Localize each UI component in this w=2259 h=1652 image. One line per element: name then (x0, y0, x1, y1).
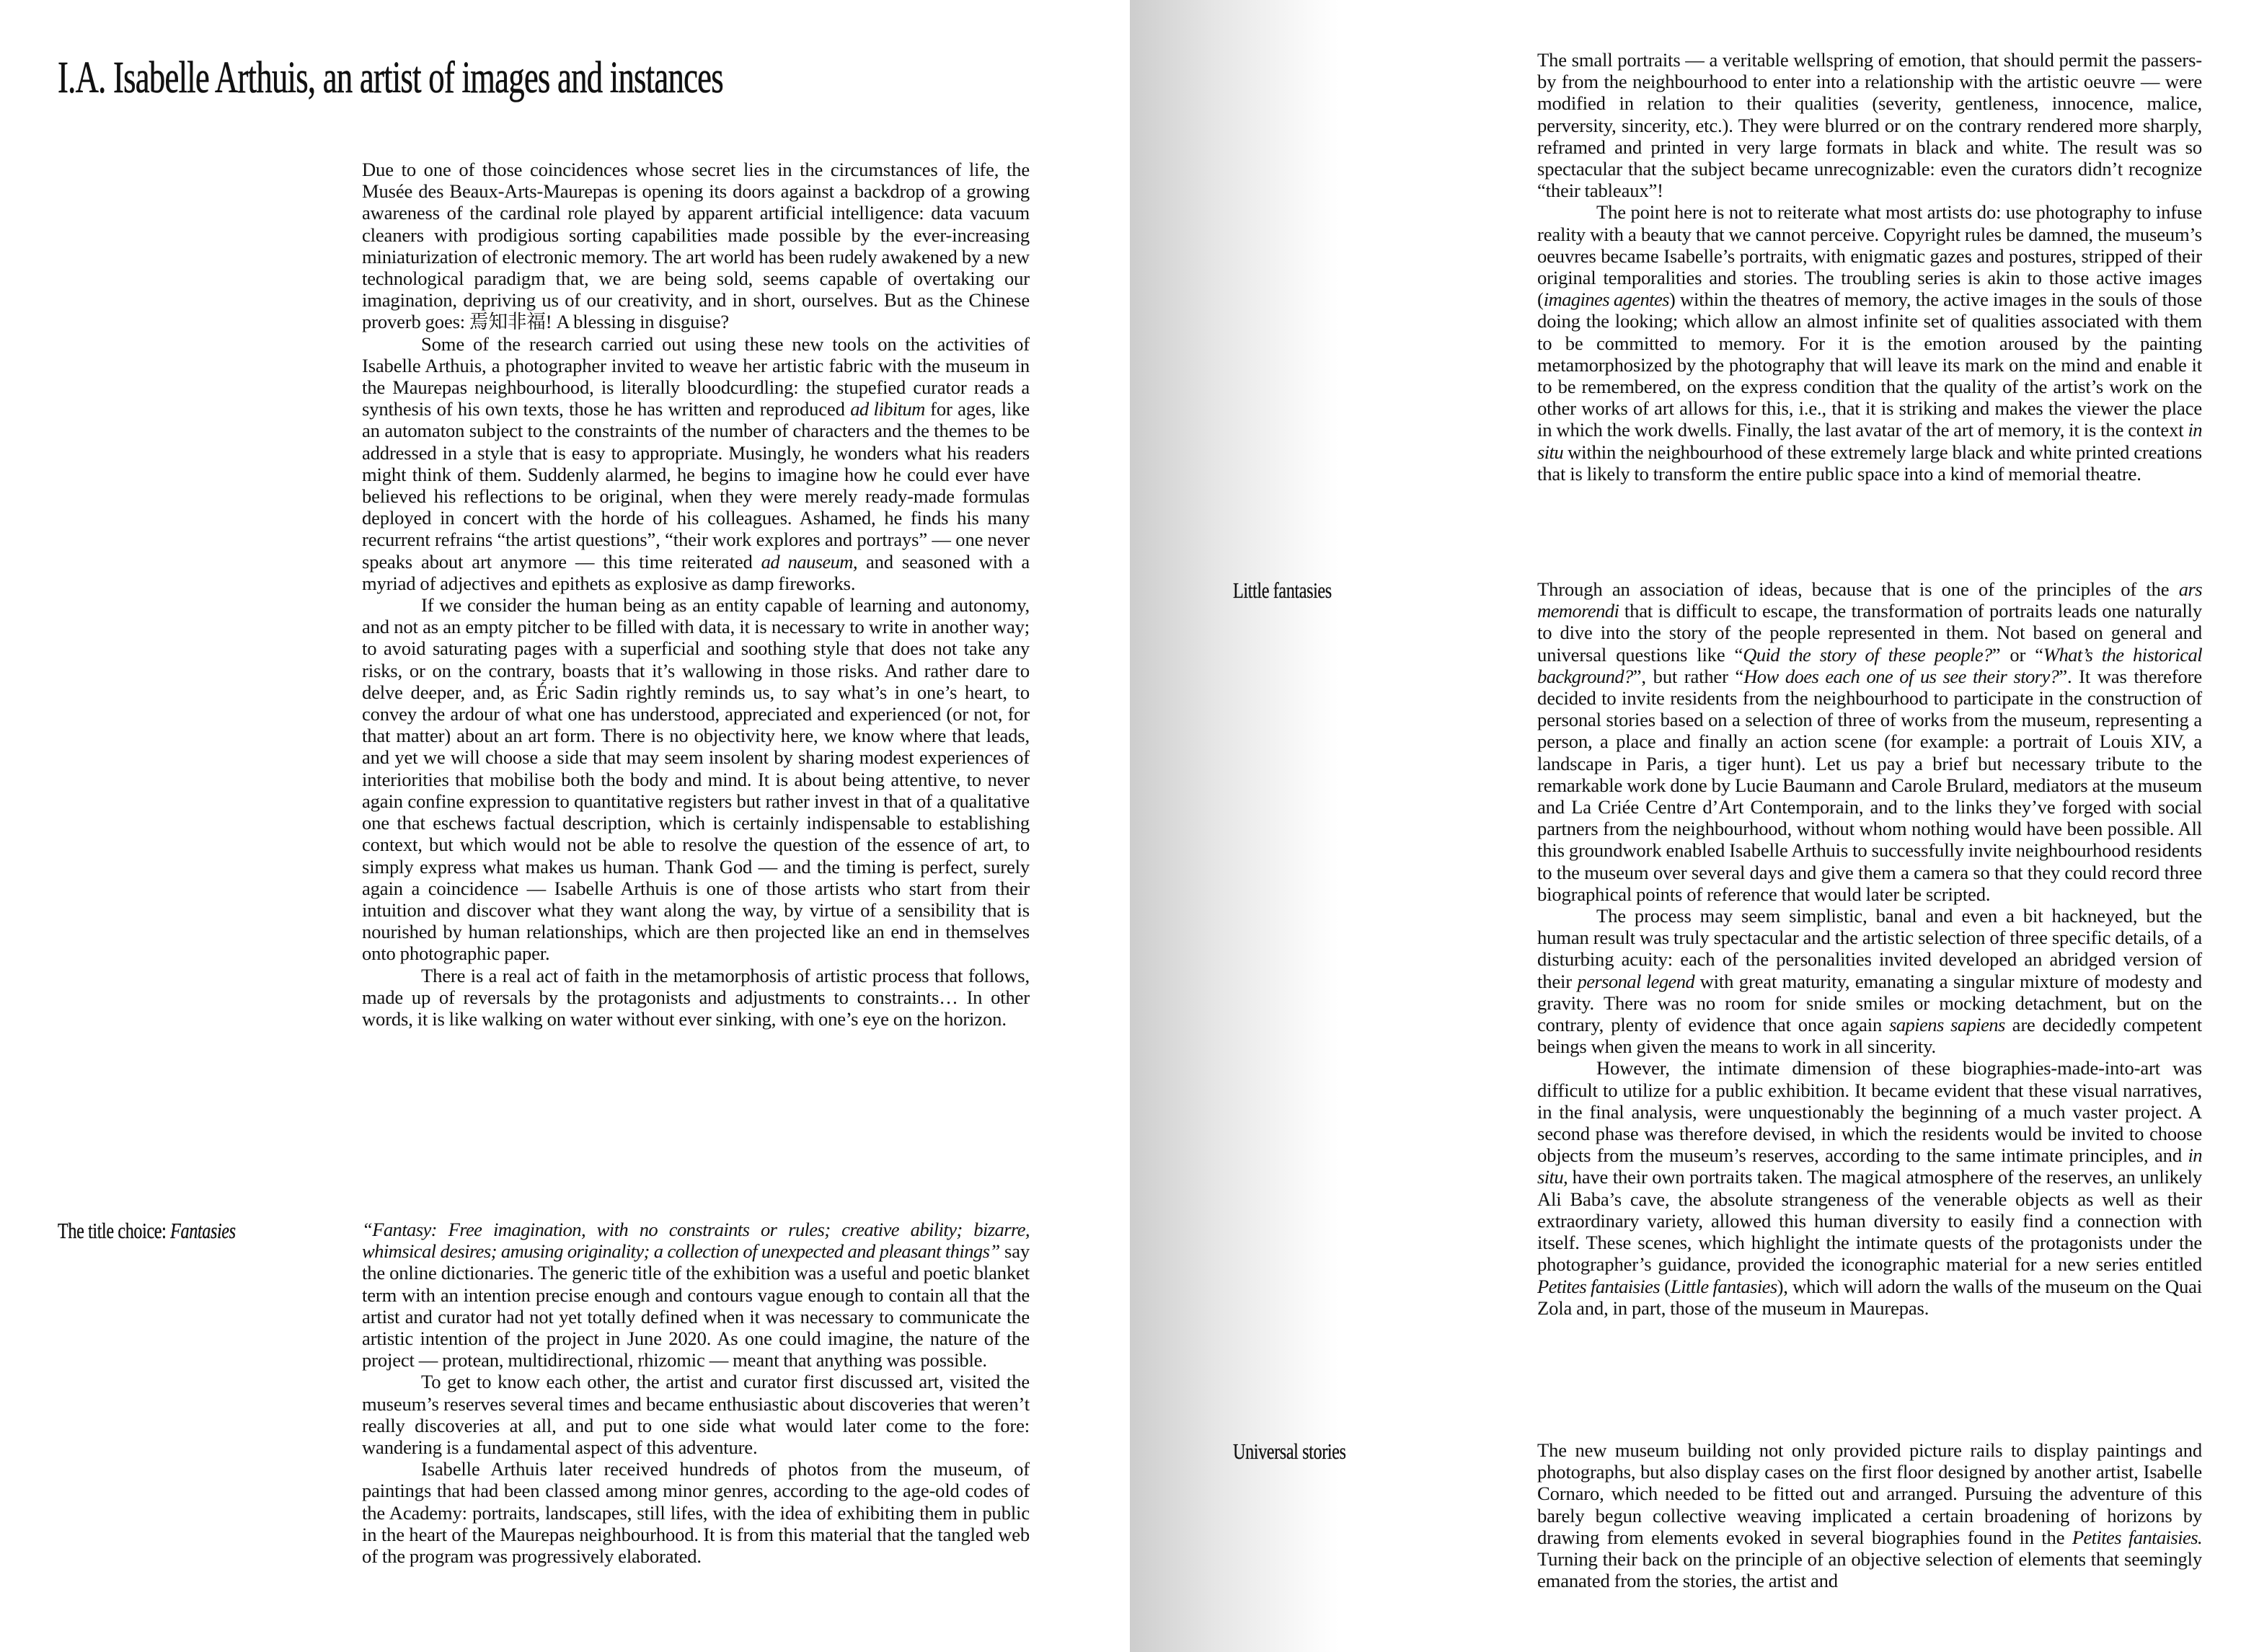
italic-text-run: ars memorendi (1537, 578, 2202, 622)
text-run: ”, but rather “ (1632, 665, 1744, 687)
italic-text-run: sapiens sapiens (1889, 1014, 2005, 1036)
paragraph (362, 333, 1030, 594)
section-heading-universal-stories (1233, 1439, 1346, 1464)
paragraph (362, 594, 1030, 964)
paragraph (362, 1219, 1030, 1371)
continuation-text (1537, 49, 2202, 485)
italic-text-run: How does each one of us see their story? (1743, 665, 2059, 687)
little-fantasies-text (1537, 578, 2202, 1319)
text-run: Isabelle Arthuis later received hundreds of photos from the museum, of paintings that had been classed among minor genres, according to the age-old codes of the Academy: portraits, landscapes, still lifes, with the idea of exhibiting them in public in the heart of the Maurepas neighbourhood. It is from this material that the tangled web of the program was progressively elaborated. (362, 1458, 1030, 1568)
italic-text-run: personal legend (1577, 970, 1695, 992)
italic-text-run: Petites fantaisies (1537, 1275, 1660, 1297)
text-run: Little fantasies (1233, 578, 1332, 603)
intro-text (362, 159, 1030, 1030)
paragraph (362, 159, 1030, 333)
section-heading-little-fantasies (1233, 578, 1332, 603)
paragraph (362, 1371, 1030, 1458)
universal-stories-text (1537, 1439, 2202, 1591)
text-run: say the online dictionaries. The generic title of the exhibition was a useful and poetic blanket term with an intention precise enough and contours vague enough to contain all that the artist and curator had not yet totally defined when it was necessary to communicate the artistic intention of the project in June 2020. As one could imagine, the nature of the project — protean, multidirectional, rhizomic — meant that anything was possible. (362, 1240, 1030, 1371)
paragraph (1537, 905, 2202, 1057)
text-run: The small portraits — a veritable wellspring of emotion, that should permit the passers-by from the neighbourhood to enter into a relationship with the artistic oeuvre — were modified in relation to their qualities (severity, gentleness, innocence, malice, perversity, sincerity, etc.). They were blurred or on the contrary rendered more sharply, reframed and printed in very large formats in black and white. The result was so spectacular that the subject became unrecognizable: even the curators didn’t recognize “their tableaux”! (1537, 49, 2202, 202)
title-choice-text (362, 1219, 1030, 1567)
text-run: for ages, like an automaton subject to the constraints of the number of characters and the themes to be addressed in a style that is easy to appropriate. Musingly, he wonders what his readers might think of them. Suddenly alarmed, he begins to imagine how he could ever have believed his reflections to be original, when they were merely ready-made formulas deployed in concert with the horde of his colleagues. Ashamed, he finds his many recurrent refrains “the artist questions”, “their work explores and portrays” — one never speaks about art anymore — this time reiterated (362, 398, 1030, 573)
page-title: I.A. Isabelle Arthuis, an artist of images and instances (58, 53, 723, 102)
text-run: Some of the research carried out using these new tools on the activities of Isabelle Arthuis, a photographer invited to weave her artistic fabric with the museum in the Maurepas neighbourhood, is literally bloodcurdling: the stupefied curator reads a synthesis of his own texts, those he has written and reproduced (362, 332, 1030, 420)
italic-text-run: What’s the historical background? (1537, 643, 2202, 687)
paragraph (1537, 201, 2202, 485)
paragraph (1537, 49, 2202, 201)
italic-text-run: imagines agentes (1543, 288, 1669, 311)
text-run: are decidedly competent beings when given the means to work in all sincerity. (1537, 1014, 2202, 1058)
text-run: The new museum building not only provided picture rails to display paintings and photographs, but also display cases on the first floor designed by another artist, Isabelle Cornaro, which needed to be fitted out and arranged. Pursuing the adventure of this barely begun collective weaving implicated a certain broadening of horizons by drawing from elements evoked in several biographies found in the (1537, 1439, 2202, 1548)
text-run: If we consider the human being as an entity capable of learning and autonomy, and not as an empty pitcher to be filled with data, it is necessary to write in another way; to avoid saturating pages with a superficial and soothing style that does not take any risks, or on the contrary, boasts that it’s wallowing in those risks. And rather dare to delve deeper, and, as Éric Sadin rightly reminds us, to say what’s in one’s heart, to convey the ardour of what one has understood, appreciated and experienced (or not, for that matter) about an art form. There is no objectivity here, we know where that leads, and yet we will choose a side that may seem insolent by sharing modest experiences of interiorities that mobilise both the body and mind. It is about being attentive, to never again confine expression to quantitative registers but rather invest in that of a qualitative one that eschews factual description, which is certainly indispensable to establishing context, but which would not be able to resolve the question of the essence of art, to simply express what makes us human. Thank God — and the timing is perfect, surely again a coincidence — Isabelle Arthuis is one of those artists who start from their intuition and discover what they want along the way, by virtue of a sensibility that is nourished by human relationships, which are then projected like an end in themselves onto photographic paper. (362, 594, 1030, 965)
right-page (1130, 0, 2259, 1652)
italic-text-run: Petites fantaisies. (2072, 1526, 2202, 1548)
text-run: Due to one of those coincidences whose secret lies in the circumstances of life, the Musée des Beaux-Arts-Maurepas is opening its doors against a backdrop of a growing awareness of the cardinal role played by apparent artificial intelligence: data vacuum cleaners with prodigious sorting capabilities made possible by the ever-increasing miniaturization of electronic memory. The art world has been rudely awakened by a new technological paradigm that, we are being sold, seems capable of overtaking our imagination, depriving us of our creativity, and in short, ourselves. But as the Chinese proverb goes: 焉知非福! A blessing in disguise? (362, 159, 1030, 333)
italic-text-run: ad libitum (850, 398, 925, 420)
text-run: that is difficult to escape, the transformation of portraits leads one naturally to dive into the story of the people represented in them. Not based on general and universal questions like “ (1537, 600, 2202, 666)
text-run: ), which will adorn the walls of the museum on the Quai Zola and, in part, those of the museum in Maurepas. (1537, 1275, 2202, 1319)
text-run: ” or “ (1991, 643, 2043, 666)
text-run: Through an association of ideas, because that is one of the principles of the (1537, 578, 2179, 600)
text-run: The process may seem simplistic, banal and even a bit hackneyed, but the human result was truly spectacular and the artistic selection of three specific details, of a disturbing acuity: each of the personalities invited developed an abridged version of their (1537, 905, 2202, 992)
paragraph (362, 1458, 1030, 1567)
text-run: ) within the theatres of memory, the active images in the souls of those doing the looking; which allow an almost infinite set of qualities associated with them to be committed to memory. For it is the emotion aroused by the painting metamorphosized by the photography that will leave its mark on the mind and enable it to be remembered, on the express condition that the quality of the artist’s work on the other works of art allows for this, i.e., that it is striking and makes the viewer the place in which the work dwells. Finally, the last avatar of the art of memory, it is the context (1537, 288, 2202, 441)
text-run: ( (1659, 1275, 1671, 1297)
text-run: ”. It was therefore decided to invite residents from the neighbourhood to participate in the construction of personal stories based on a selection of three of works from the museum, representing a person, a place and finally an action scene (for example: a portrait of Louis XIV, a landscape in Paris, a tiger hunt). Let us pay a brief but necessary tribute to the remarkable work done by Lucie Baumann and Carole Brulard, mediators at the museum and La Criée Centre d’Art Contemporain, and to the links they’ve forged with social partners from the neighbourhood, without whom nothing would have been possible. All this groundwork enabled Isabelle Arthuis to successfully invite neighbourhood residents to the museum over several days and give them a camera so that they could record three biographical points of reference that would later be scripted. (1537, 665, 2202, 905)
text-run: There is a real act of faith in the metamorphosis of artistic process that follows, made up of reversals by the protagonists and adjustments to constraints… In other words, it is like walking on water without ever sinking, with one’s eye on the horizon. (362, 964, 1030, 1030)
italic-text-run: ad nauseum, (761, 550, 857, 573)
text-run: Turning their back on the principle of an objective selection of elements that seemingly emanated from the stories, the artist and (1537, 1548, 2202, 1592)
paragraph (1537, 578, 2202, 905)
text-run: To get to know each other, the artist and curator first discussed art, visited the museum’s reserves several times and became enthusiastic about discoveries that weren’t really discoveries at all, and put to one side what would later come to the fore: wandering is a fundamental aspect of this adventure. (362, 1371, 1030, 1459)
italic-text-run: Quid the story of these people? (1743, 643, 1992, 666)
paragraph (1537, 1439, 2202, 1591)
text-run: The title choice: (58, 1218, 171, 1243)
italic-text-run: in situ (1537, 419, 2202, 463)
italic-text-run: “Fantasy: Free imagination, with no constraints or rules; creative ability; bizarre, whimsical desires; amusing originality; a collection of unexpected and pleasant things” (362, 1219, 1030, 1263)
text-run: with great maturity, emanating a singular mixture of modesty and gravity. There was no room for snide smiles or mocking detachment, but on the contrary, plenty of evidence that once again (1537, 970, 2202, 1036)
paragraph (1537, 1057, 2202, 1318)
italic-text-run: Fantasies (170, 1218, 236, 1243)
text-run: within the neighbourhood of these extremely large black and white printed creations that is likely to transform the entire public space into a kind of memorial theatre. (1537, 441, 2202, 485)
text-run: and seasoned with a myriad of adjectives and epithets as explosive as damp fireworks. (362, 550, 1030, 594)
section-heading-title-choice (58, 1219, 236, 1243)
text-run: Universal stories (1233, 1439, 1346, 1464)
paragraph (362, 965, 1030, 1030)
italic-text-run: in situ, (1537, 1144, 2202, 1188)
italic-text-run: Little fantasies (1671, 1275, 1777, 1297)
text-run: have their own portraits taken. The magical atmosphere of the reserves, an unlikely Ali Baba’s cave, the absolute strangeness of the venerable objects as well as their extraordinary variety, allowed this human diversity to easily find a connection with itself. These scenes, which highlight the intimate quests of the protagonists under the photographer’s guidance, provided the iconographic material for a new series entitled (1537, 1166, 2202, 1276)
text-run: The point here is not to reiterate what most artists do: use photography to infuse reality with a beauty that we cannot perceive. Copyright rules be damned, the museum’s oeuvres became Isabelle’s portraits, with enigmatic gazes and postures, stripped of their original temporalities and stories. The troubling series is akin to those active images ( (1537, 201, 2202, 311)
text-run: However, the intimate dimension of these biographies-made-into-art was difficult to utilize for a public exhibition. It became evident that these visual narratives, in the final analysis, were unquestionably the beginning of a much vaster project. A second phase was therefore devised, in which the residents would be invited to choose objects from the museum’s reserves, according to the same intimate principles, and (1537, 1057, 2202, 1167)
